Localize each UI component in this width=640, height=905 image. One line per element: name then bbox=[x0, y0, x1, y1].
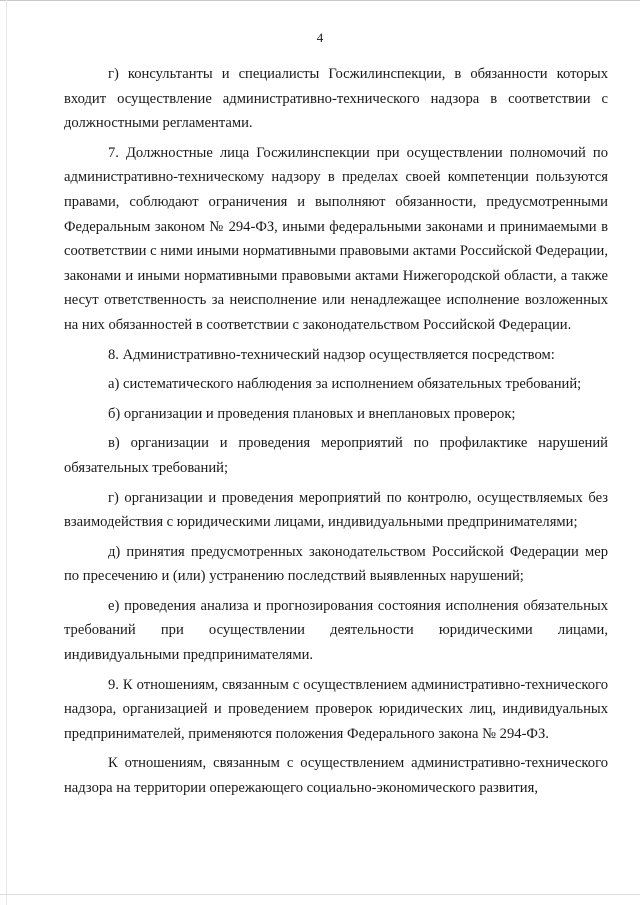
page-number: 4 bbox=[316, 30, 324, 45]
paragraph-8v: в) организации и проведения мероприятий по профилактике нарушений обязательных требований; bbox=[64, 435, 608, 476]
scan-top-edge bbox=[0, 0, 640, 1]
paragraph-8b: б) организации и проведения плановых и внеплановых проверок; bbox=[108, 405, 516, 422]
paragraph-7-officials: 7. Должностные лица Госжилинспекции при осуществлении полномочий по административно-техническому надзору в пределах своей компетенции пользуются правами, соблюдают ограничения и выполняют обязанности, предусмотренными Федеральным законом № 294-ФЗ, иными федеральными законами и принимаемыми в соответствии с ними иными нормативными правовыми актами Российской Федерации, законами и иными нормативными правовыми актами Нижегородской области, а также несут ответственность за неисполнение или ненадлежащее исполнение возложенных на них обязанностей в соответствии с законодательством Российской Федерации. bbox=[64, 144, 608, 333]
paragraph-8g: г) организации и проведения мероприятий по контролю, осуществляемых без взаимодействия с юридическими лицами, индивидуальными предпринимателями; bbox=[64, 489, 608, 531]
paragraph-8a: а) систематического наблюдения за исполнением обязательных требований; bbox=[108, 376, 582, 393]
paragraph-8d: д) принятия предусмотренных законодательством Российской Федерации мер по пресечению и (или) устранению последствий выявленных нарушений; bbox=[64, 543, 608, 585]
paragraph-8e: е) проведения анализа и прогнозирования состояния исполнения обязательных требований при осуществлении деятельности юридическими лицами, индивидуальными предпринимателями. bbox=[64, 597, 608, 664]
scan-left-edge bbox=[6, 0, 7, 905]
paragraph-9-relations: 9. К отношениям, связанным с осуществлением административно-технического надзора, организацией и проведением проверок юридических лиц, индивидуальных предпринимателей, применяются положения Федерального закона № 294-ФЗ. bbox=[64, 676, 608, 742]
paragraph-9-territory: К отношениям, связанным с осуществлением административно-технического надзора на территории опережающего социально-экономического развития, bbox=[64, 755, 608, 797]
paragraph-8-supervision-means: 8. Административно-технический надзор осуществляется посредством: bbox=[108, 346, 555, 363]
document-body bbox=[64, 62, 608, 801]
paragraph-g-consultants: г) консультанты и специалисты Госжилинспекции, в обязанности которых входит осуществление административно-технического надзора в соответствии с должностными регламентами. bbox=[64, 66, 608, 132]
scan-bottom-edge bbox=[0, 894, 640, 895]
